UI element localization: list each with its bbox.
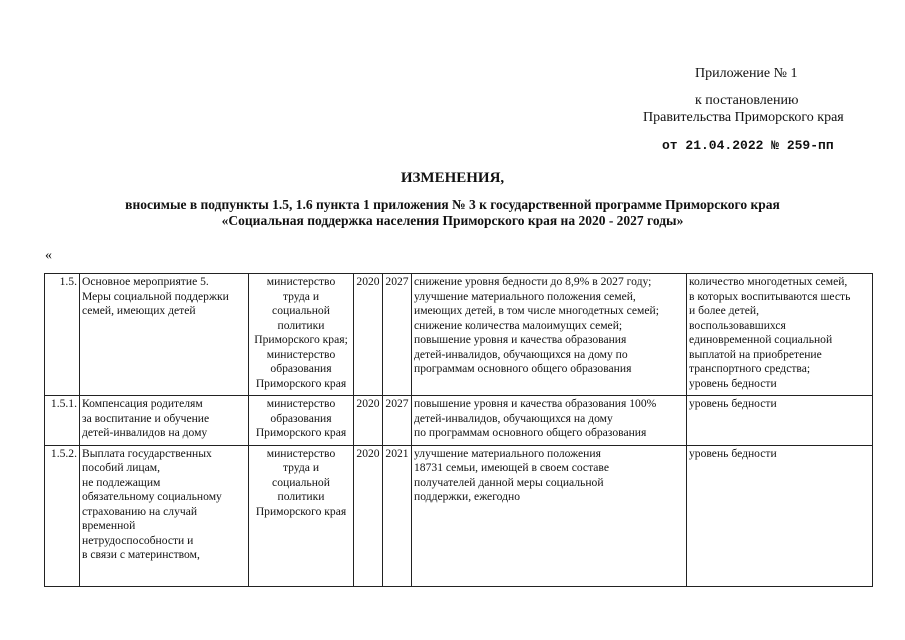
activity-name-cell — [80, 396, 249, 446]
activity-name-line: Выплата государственных — [82, 446, 212, 460]
responsible-executor-line: политики — [277, 318, 325, 332]
indicator-cell — [687, 274, 873, 396]
indicator-line: уровень бедности — [689, 376, 777, 390]
indicator-line: количество многодетных семей, — [689, 275, 848, 288]
document-subtitle — [40, 197, 865, 229]
activity-name-line: семей, имеющих детей — [82, 304, 196, 317]
indicator-line: транспортного средства; — [689, 362, 811, 375]
expected-result-cell — [412, 274, 687, 396]
expected-result-line: 18731 семьи, имеющей в своем составе — [414, 461, 609, 474]
responsible-executor-line: министерство — [266, 397, 336, 410]
table-row — [45, 274, 873, 396]
table-row — [45, 445, 873, 586]
responsible-executor-line: Приморского края — [255, 504, 347, 518]
responsible-executor-line: политики — [277, 490, 325, 503]
activity-name-line: не подлежащим — [82, 475, 161, 489]
indicator-line: выплатой на приобретение — [689, 347, 822, 361]
responsible-executor-cell — [249, 445, 354, 586]
activity-name-line: за воспитание и обучение — [82, 411, 210, 425]
expected-result-line: снижение количества малоимущих семей; — [414, 318, 623, 332]
responsible-executor-line: труда и — [282, 461, 320, 474]
expected-result-line: имеющих детей, в том числе многодетных семей; — [414, 304, 659, 317]
expected-result-line: улучшение материального положения семей, — [414, 289, 636, 303]
expected-result-cell — [412, 396, 687, 446]
indicator-line: уровень бедности — [689, 397, 777, 410]
responsible-executor-line: Приморского края; — [254, 333, 348, 346]
indicator-line: уровень бедности — [689, 446, 777, 460]
subtitle-line: «Социальная поддержка населения Приморского края на 2020 - 2027 годы» — [221, 213, 684, 228]
responsible-executor-line: образования — [270, 411, 332, 425]
activity-name-line: страхованию на случай — [82, 504, 198, 518]
expected-result-line: по программам основного общего образования — [414, 426, 647, 439]
expected-result-line: повышение уровня и качества образования — [414, 333, 627, 346]
responsible-executor-line: социальной — [272, 475, 330, 489]
start-year-cell: 2020 — [354, 396, 383, 446]
activity-name-line: нетрудоспособности и — [82, 533, 194, 547]
expected-result-line: детей-инвалидов, обучающихся на дому — [414, 411, 613, 425]
start-year-cell: 2020 — [354, 445, 383, 586]
decree-reference: от 21.04.2022 № 259-пп — [662, 138, 834, 153]
item-number-cell: 1.5. — [45, 274, 80, 396]
indicator-line: и более детей, — [689, 304, 759, 317]
expected-result-cell — [412, 445, 687, 586]
responsible-executor-line: труда и — [282, 289, 320, 303]
end-year-cell: 2021 — [383, 445, 412, 586]
end-year-cell: 2027 — [383, 396, 412, 446]
activity-name-line: детей-инвалидов на дому — [82, 426, 208, 439]
expected-result-line: детей-инвалидов, обучающихся на дому по — [414, 347, 628, 361]
activity-name-cell — [80, 445, 249, 586]
activity-name-line: временной — [82, 519, 136, 532]
activity-name-line: Основное мероприятие 5. — [82, 275, 209, 288]
opening-quote-mark: « — [45, 248, 52, 263]
expected-result-line: снижение уровня бедности до 8,9% в 2027 году; — [414, 275, 652, 288]
responsible-executor-line: министерство — [266, 446, 336, 460]
responsible-executor-line: Приморского края — [255, 376, 347, 390]
activity-name-line: в связи с материнством, — [82, 548, 200, 561]
end-year-cell: 2027 — [383, 274, 412, 396]
changes-table — [44, 273, 873, 587]
government-label: Правительства Приморского края — [643, 110, 844, 125]
activity-name-line: Меры социальной поддержки — [82, 289, 229, 303]
expected-result-line: поддержки, ежегодно — [414, 490, 521, 503]
item-number-cell: 1.5.2. — [45, 445, 80, 586]
indicator-cell — [687, 396, 873, 446]
table-row — [45, 396, 873, 446]
responsible-executor-line: министерство — [266, 347, 336, 361]
responsible-executor-cell — [249, 274, 354, 396]
expected-result-line: улучшение материального положения — [414, 446, 601, 460]
expected-result-line: программам основного общего образования — [414, 362, 632, 375]
responsible-executor-line: социальной — [272, 304, 330, 317]
responsible-executor-cell — [249, 396, 354, 446]
decree-label: к постановлению — [695, 93, 799, 108]
indicator-line: воспользовавшихся — [689, 318, 786, 332]
activity-name-line: Компенсация родителям — [82, 397, 203, 410]
responsible-executor-line: Приморского края — [255, 426, 347, 439]
start-year-cell: 2020 — [354, 274, 383, 396]
expected-result-line: получателей данной меры социальной — [414, 475, 604, 489]
activity-name-cell — [80, 274, 249, 396]
activity-name-line: пособий лицам, — [82, 461, 161, 474]
indicator-line: единовременной социальной — [689, 333, 833, 346]
responsible-executor-line: образования — [270, 362, 332, 375]
responsible-executor-line: министерство — [266, 275, 336, 288]
indicator-cell — [687, 445, 873, 586]
activity-name-line: обязательному социальному — [82, 490, 222, 503]
expected-result-line: повышение уровня и качества образования 100% — [414, 397, 657, 410]
appendix-label: Приложение № 1 — [695, 66, 798, 81]
document-title: ИЗМЕНЕНИЯ, — [400, 170, 505, 186]
item-number-cell: 1.5.1. — [45, 396, 80, 446]
indicator-line: в которых воспитываются шесть — [689, 289, 851, 303]
subtitle-line: вносимые в подпункты 1.5, 1.6 пункта 1 приложения № 3 к государственной программе Приморского края — [125, 197, 780, 212]
